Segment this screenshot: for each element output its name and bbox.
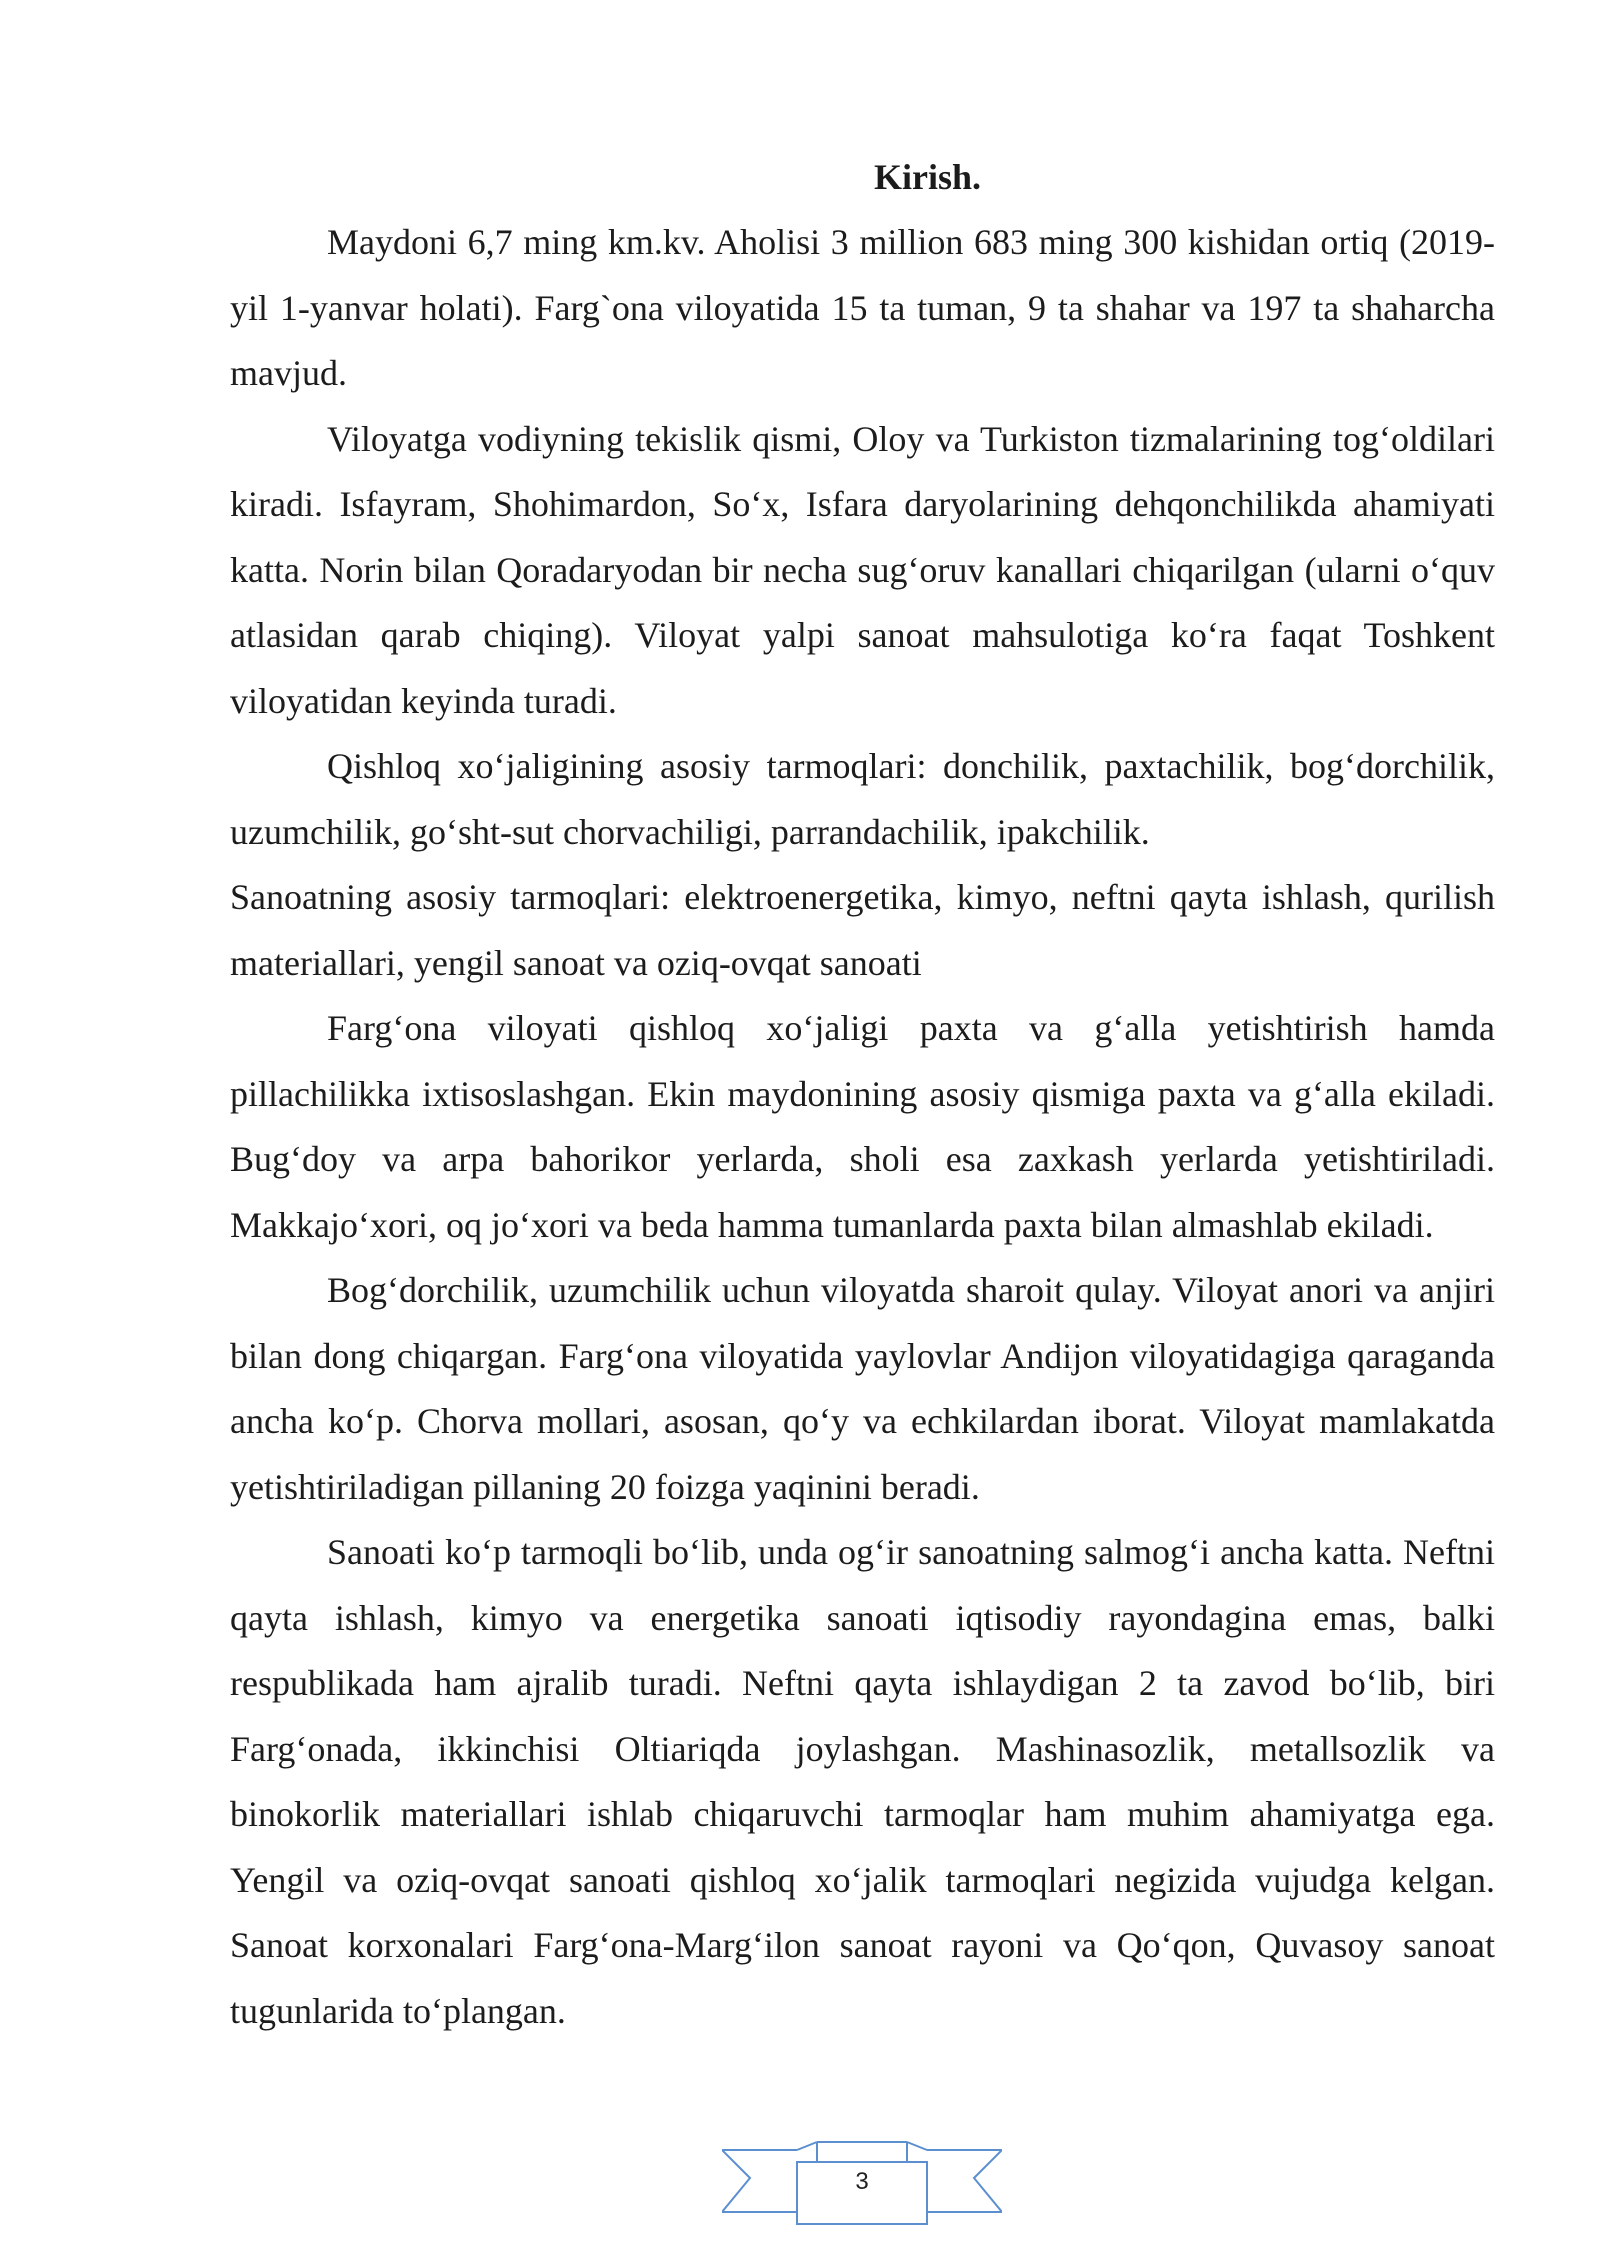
- paragraph-industry-branches: Sanoatning asosiy tarmoqlari: elektroenergetika, kimyo, neftni qayta ishlash, qurilish materiallari, yengil sanoat va oziq-ovqat sanoati: [230, 877, 1495, 983]
- page-number: 3: [855, 2168, 869, 2195]
- paragraph-crop-specialization: Farg‘ona viloyati qishloq xo‘jaligi paxta va g‘alla yetishtirish hamda pillachilikka ixtisoslashgan. Ekin maydonining asosiy qismiga paxta va g‘alla ekiladi. Bug‘doy va arpa bahorikor yerlarda, sholi esa zaxkash yerlarda yetishtiriladi. Makkajo‘xori, oq jo‘xori va beda hamma tumanlarda paxta bilan almashlab ekiladi.: [230, 1008, 1495, 1245]
- paragraph-horticulture-livestock: Bog‘dorchilik, uzumchilik uchun viloyatda sharoit qulay. Viloyat anori va anjiri bilan dong chiqargan. Farg‘ona viloyatida yaylovlar Andijon viloyatidagiga qaraganda ancha ko‘p. Chorva mollari, asosan, qo‘y va echkilardan iborat. Viloyat mamlakatda yetishtiriladigan pillaning 20 foizga yaqinini beradi.: [230, 1270, 1495, 1507]
- page-content: [230, 145, 1495, 2044]
- section-heading: Kirish.: [873, 157, 981, 197]
- paragraph-area-population: Maydoni 6,7 ming km.kv. Aholisi 3 million 683 ming 300 kishidan ortiq (2019-yil 1-yanvar holati). Farg`ona viloyatida 15 ta tuman, 9 ta shahar va 197 ta shaharcha mavjud.: [230, 222, 1495, 393]
- paragraph-industry-overview: Sanoati ko‘p tarmoqli bo‘lib, unda og‘ir sanoatning salmog‘i ancha katta. Neftni qayta ishlash, kimyo va energetika sanoati iqtisodiy rayondagina emas, balki respublikada ham ajralib turadi. Neftni qayta ishlaydigan 2 ta zavod bo‘lib, biri Farg‘onada, ikkinchisi Oltiariqda joylashgan. Mashinasozlik, metallsozlik va binokorlik materiallari ishlab chiqaruvchi tarmoqlar ham muhim ahamiyatga ega. Yengil va oziq-ovqat sanoati qishloq xo‘jalik tarmoqlari negizida vujudga kelgan. Sanoat korxonalari Farg‘ona-Marg‘ilon sanoat rayoni va Qo‘qon, Quvasoy sanoat tugunlarida to‘plangan.: [230, 1532, 1495, 2031]
- paragraph-agriculture-branches: Qishloq xo‘jaligining asosiy tarmoqlari: donchilik, paxtachilik, bog‘dorchilik, uzumchilik, go‘sht-sut chorvachiligi, parrandachilik, ipakchilik.: [230, 746, 1495, 852]
- paragraph-geography: Viloyatga vodiyning tekislik qismi, Oloy va Turkiston tizmalarining tog‘oldilari kiradi. Isfayram, Shohimardon, So‘x, Isfara daryolarining dehqonchilikda ahamiyati katta. Norin bilan Qoradaryodan bir necha sug‘oruv kanallari chiqarilgan (ularni o‘quv atlasidan qarab chiqing). Viloyat yalpi sanoat mahsulotiga ko‘ra faqat Toshkent viloyatidan keyinda turadi.: [230, 418, 1495, 721]
- page-footer: [722, 2140, 1002, 2230]
